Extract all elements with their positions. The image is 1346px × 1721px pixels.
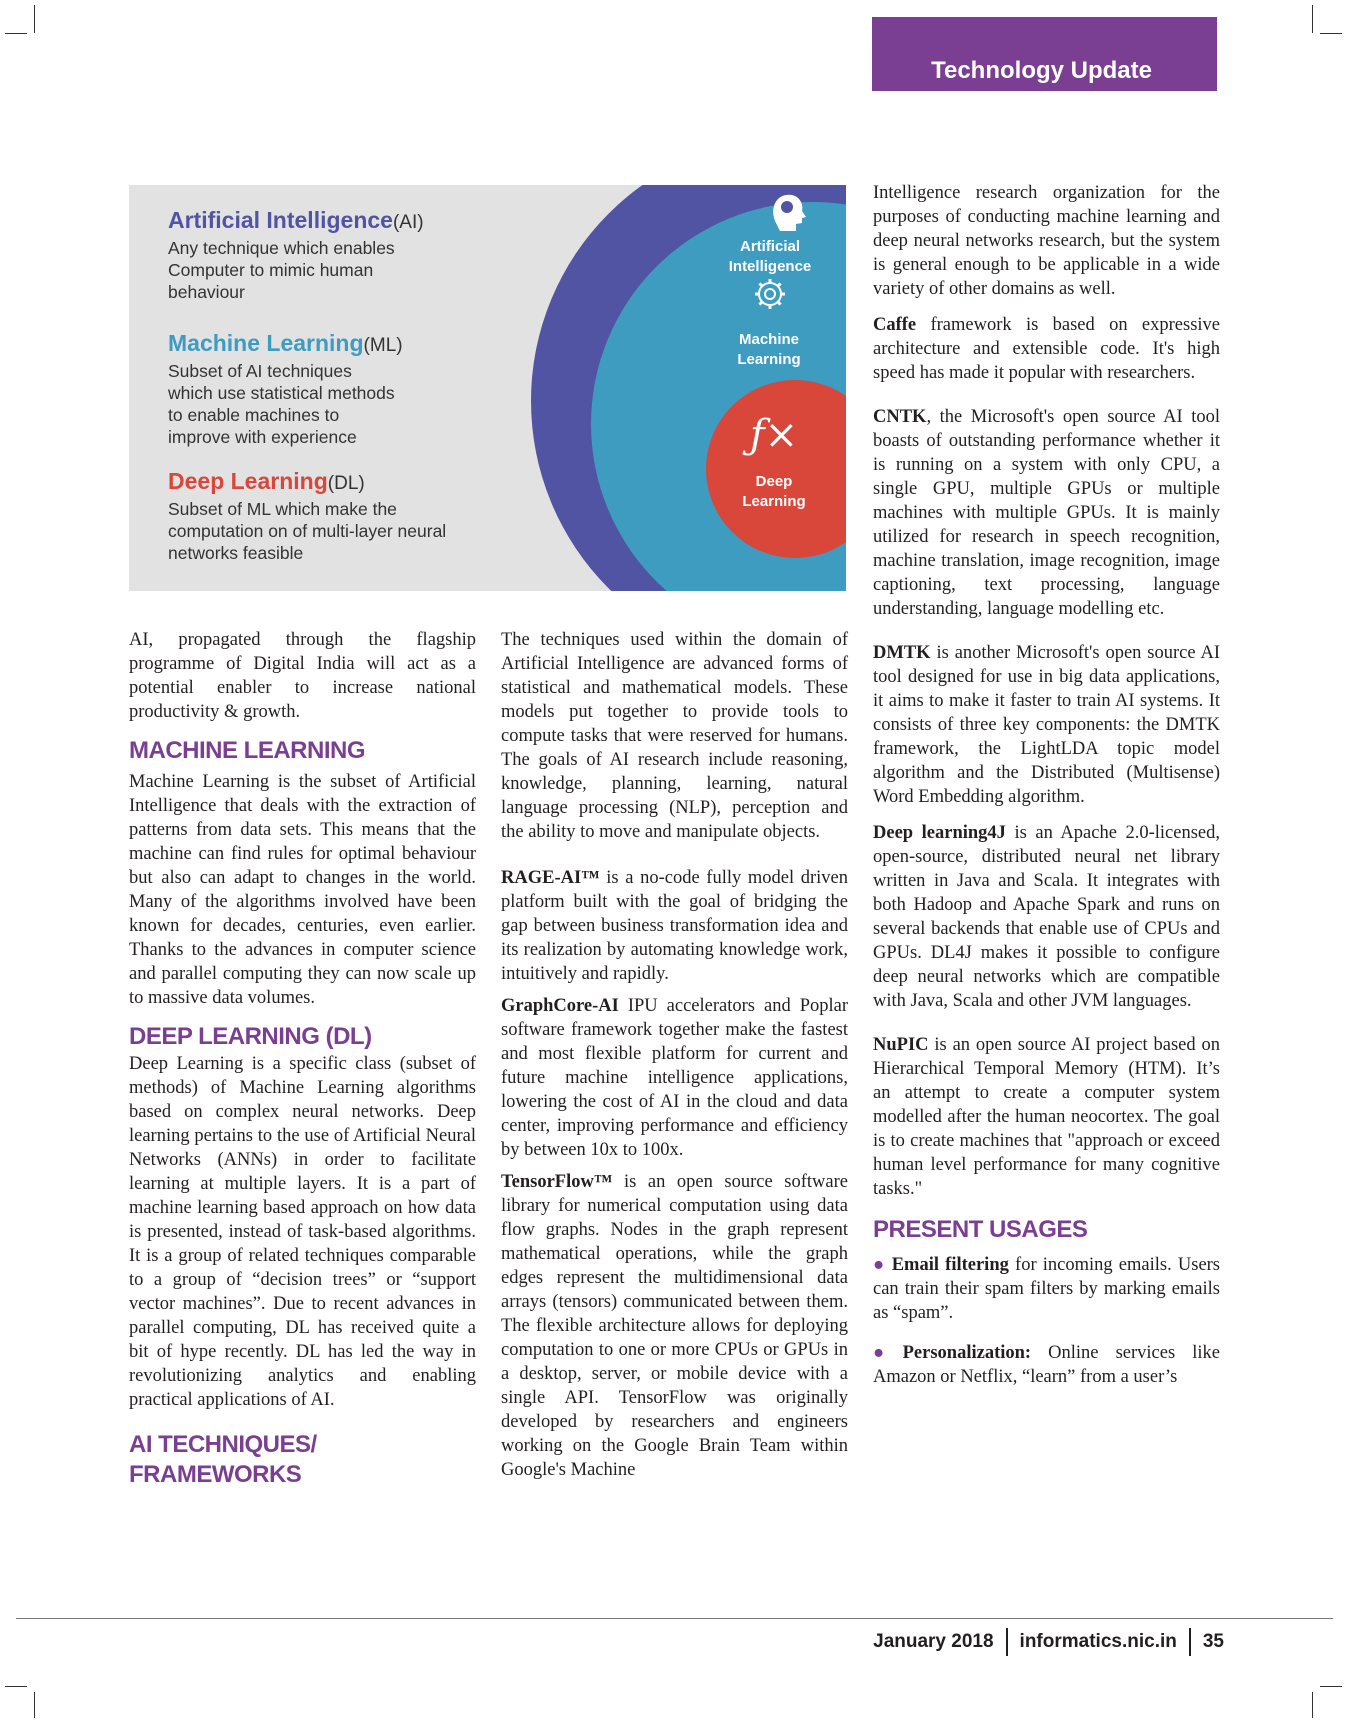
deeplearning4j-term: Deep learning4J — [873, 823, 1006, 843]
ai-ml-dl-figure — [129, 185, 846, 591]
personalization-term: Personalization: — [902, 1343, 1032, 1363]
deeplearning4j-paragraph — [873, 821, 1220, 1013]
column-1 — [129, 628, 476, 1490]
heading-present-usages: PRESENT USAGES — [873, 1216, 1088, 1243]
machine-learning-paragraph: Machine Learning is the subset of Artificial Intelligence that deals with the extraction of patterns from data sets. This means that the machine can find rules for optimal behaviour but also can adapt to changes in the world. Many of the algorithms involved have been known for decades, centuries, even earlier. Thanks to the advances in computer science and parallel computing they can now scale up to massive data volumes. — [129, 772, 476, 1008]
tensorflow-term: TensorFlow™ — [501, 1172, 613, 1192]
crop-mark — [1320, 1686, 1342, 1687]
legend-ai-desc: Any technique which enables Computer to mimic human behaviour — [168, 238, 395, 302]
intro-paragraph: AI, propagated through the flagship programme of Digital India will act as a potential enabler to increase national productivity & growth. — [129, 630, 476, 722]
nupic-paragraph — [873, 1033, 1220, 1201]
graphcore-term: GraphCore-AI — [501, 996, 619, 1016]
ml-circle-label: Machine Learning — [737, 331, 801, 368]
cntk-paragraph — [873, 405, 1220, 621]
graphcore-paragraph — [501, 994, 848, 1162]
footer-date: January 2018 — [873, 1631, 994, 1652]
function-icon: ƒ× — [749, 412, 799, 458]
dmtk-paragraph — [873, 641, 1220, 809]
ai-circle-label: Artificial Intelligence — [728, 238, 812, 275]
footer-separator — [1189, 1628, 1191, 1656]
email-filtering-term: Email filtering — [891, 1255, 1009, 1275]
legend-dl-abbr: (DL) — [327, 473, 365, 494]
caffe-paragraph — [873, 313, 1220, 385]
legend-dl-name: Deep Learning — [168, 468, 328, 494]
dmtk-text: is another Microsoft's open source AI tool designed for use in big data applications, it aims to make it faster to train AI systems. It consists of three key components: the DMTK framework, the LightLDA topic model algorithm and the Distributed (Multisense) Word Embedding algorithm. — [873, 643, 1220, 807]
techniques-paragraph: The techniques used within the domain of Artificial Intelligence are advanced forms of statistical and mathematical models. These models put together to provide tools to compute tasks that were reserved for humans. The goals of AI research include reasoning, knowledge, planning, learning, natural language processing (NLP), perception and the ability to move and manipulate objects. — [501, 630, 848, 842]
bullet-icon: ● — [873, 1343, 897, 1363]
legend-ai-name: Artificial Intelligence — [168, 207, 393, 233]
graphcore-text: IPU accelerators and Poplar software framework together make the fastest and most flexible platform for current and future machine intelligence applications, lowering the cost of AI in the cloud and data center, improving performance and efficiency by between 10x to 100x. — [501, 996, 848, 1160]
cntk-term: CNTK — [873, 407, 927, 427]
crop-mark — [34, 1692, 35, 1718]
crop-mark — [34, 5, 35, 33]
heading-ai-techniques-line2: FRAMEWORKS — [129, 1461, 302, 1488]
section-banner — [872, 17, 1217, 91]
crop-mark — [5, 33, 27, 34]
page-number: 35 — [1202, 1631, 1224, 1652]
legend-dl-desc: Subset of ML which make the computation on of multi-layer neural networks feasible — [168, 499, 447, 563]
usage-personalization — [873, 1341, 1220, 1389]
dmtk-term: DMTK — [873, 643, 931, 663]
rage-ai-paragraph — [501, 866, 848, 986]
heading-machine-learning: MACHINE LEARNING — [129, 737, 365, 764]
crop-mark — [1320, 33, 1342, 34]
bullet-icon: ● — [873, 1255, 886, 1275]
crop-mark — [1312, 1692, 1313, 1718]
section-title: Technology Update — [931, 57, 1152, 84]
tensorflow-continued: Intelligence research organization for the purposes of conducting machine learning and deep neural networks research, but the system is general enough to be applicable in a wide variety of other domains as well. — [873, 183, 1220, 299]
heading-ai-techniques-line1: AI TECHNIQUES/ — [129, 1431, 317, 1458]
legend-ml-name: Machine Learning — [168, 330, 364, 356]
crop-mark — [5, 1686, 27, 1687]
rage-ai-term: RAGE-AI™ — [501, 868, 600, 888]
usage-email-filtering — [873, 1253, 1220, 1325]
heading-ai-techniques — [129, 1430, 476, 1490]
page-footer — [873, 1628, 1224, 1656]
rage-ai-text: is a no-code fully model driven platform built with the goal of bridging the gap between business transformation idea and its realization by automating knowledge work, intuitively and rapidly. — [501, 868, 848, 984]
legend-ml-abbr: (ML) — [363, 335, 403, 356]
footer-rule — [16, 1618, 1333, 1619]
nupic-term: NuPIC — [873, 1035, 929, 1055]
footer-separator — [1006, 1628, 1008, 1656]
nupic-text: is an open source AI project based on Hierarchical Temporal Memory (HTM). It’s an attempt to create a computer system modelled after the human neocortex. The goal is to create machines that "approach or exceed human level performance for many cognitive tasks." — [873, 1035, 1220, 1199]
footer-site: informatics.nic.in — [1019, 1631, 1177, 1652]
legend-ml-desc: Subset of AI techniques which use statistical methods to enable machines to improve with experience — [168, 361, 395, 447]
caffe-text: framework is based on expressive architecture and extensible code. It's high speed has made it popular with researchers. — [873, 315, 1220, 383]
tensorflow-text: is an open source software library for numerical computation using data flow graphs. Nodes in the graph represent mathematical operations, while the graph edges represent the multidimensional data arrays (tensors) communicated between them. The flexible architecture allows for deploying computation to one or more CPUs or GPUs in a desktop, server, or mobile device with a single API. TensorFlow was originally developed by researchers and engineers working on the Google Brain Team within Google's Machine — [501, 1172, 848, 1480]
caffe-term: Caffe — [873, 315, 917, 335]
legend-ai-abbr: (AI) — [392, 212, 424, 233]
deep-learning-paragraph: Deep Learning is a specific class (subset of methods) of Machine Learning algorithms based on complex neural networks. Deep learning pertains to the use of Artificial Neural Networks (ANNs) in order to facilitate learning at multiple layers. It is a part of machine learning based approach on how data is presented, instead of task-based algorithms. It is a group of related techniques comparable to a group of “decision trees” or “support vector machines”. Due to recent advances in parallel computing, DL has received quite a bit of hype recently. DL has led the way in revolutionizing analytics and enabling practical applications of AI. — [129, 1054, 476, 1410]
crop-mark — [1312, 5, 1313, 33]
column-2 — [501, 628, 848, 1482]
heading-deep-learning: DEEP LEARNING (DL) — [129, 1023, 372, 1050]
deeplearning4j-text: is an Apache 2.0-licensed, open-source, distributed neural net library written in Java and Scala. It integrates with both Hadoop and Apache Spark and runs on several backends that enable use of CPUs and GPUs. DL4J makes it possible to configure deep neural networks which are compatible with Java, Scala and other JVM languages. — [873, 823, 1220, 1011]
personalization-text: Online services like Amazon or Netflix, “learn” from a user’s — [873, 1343, 1220, 1387]
tensorflow-paragraph — [501, 1170, 848, 1482]
cntk-text: , the Microsoft's open source AI tool boasts of outstanding performance whether it is running on a system with only CPU, a single GPU, multiple GPUs or multiple machines with multiple GPUs. It is mainly utilized for research in speech recognition, machine translation, image recognition, image captioning, text processing, language understanding, language modelling etc. — [873, 407, 1220, 619]
email-filtering-text: for incoming emails. Users can train their spam filters by marking emails as “spam”. — [873, 1255, 1221, 1323]
column-3 — [873, 181, 1220, 1389]
dl-circle-label: Deep Learning — [742, 473, 806, 510]
